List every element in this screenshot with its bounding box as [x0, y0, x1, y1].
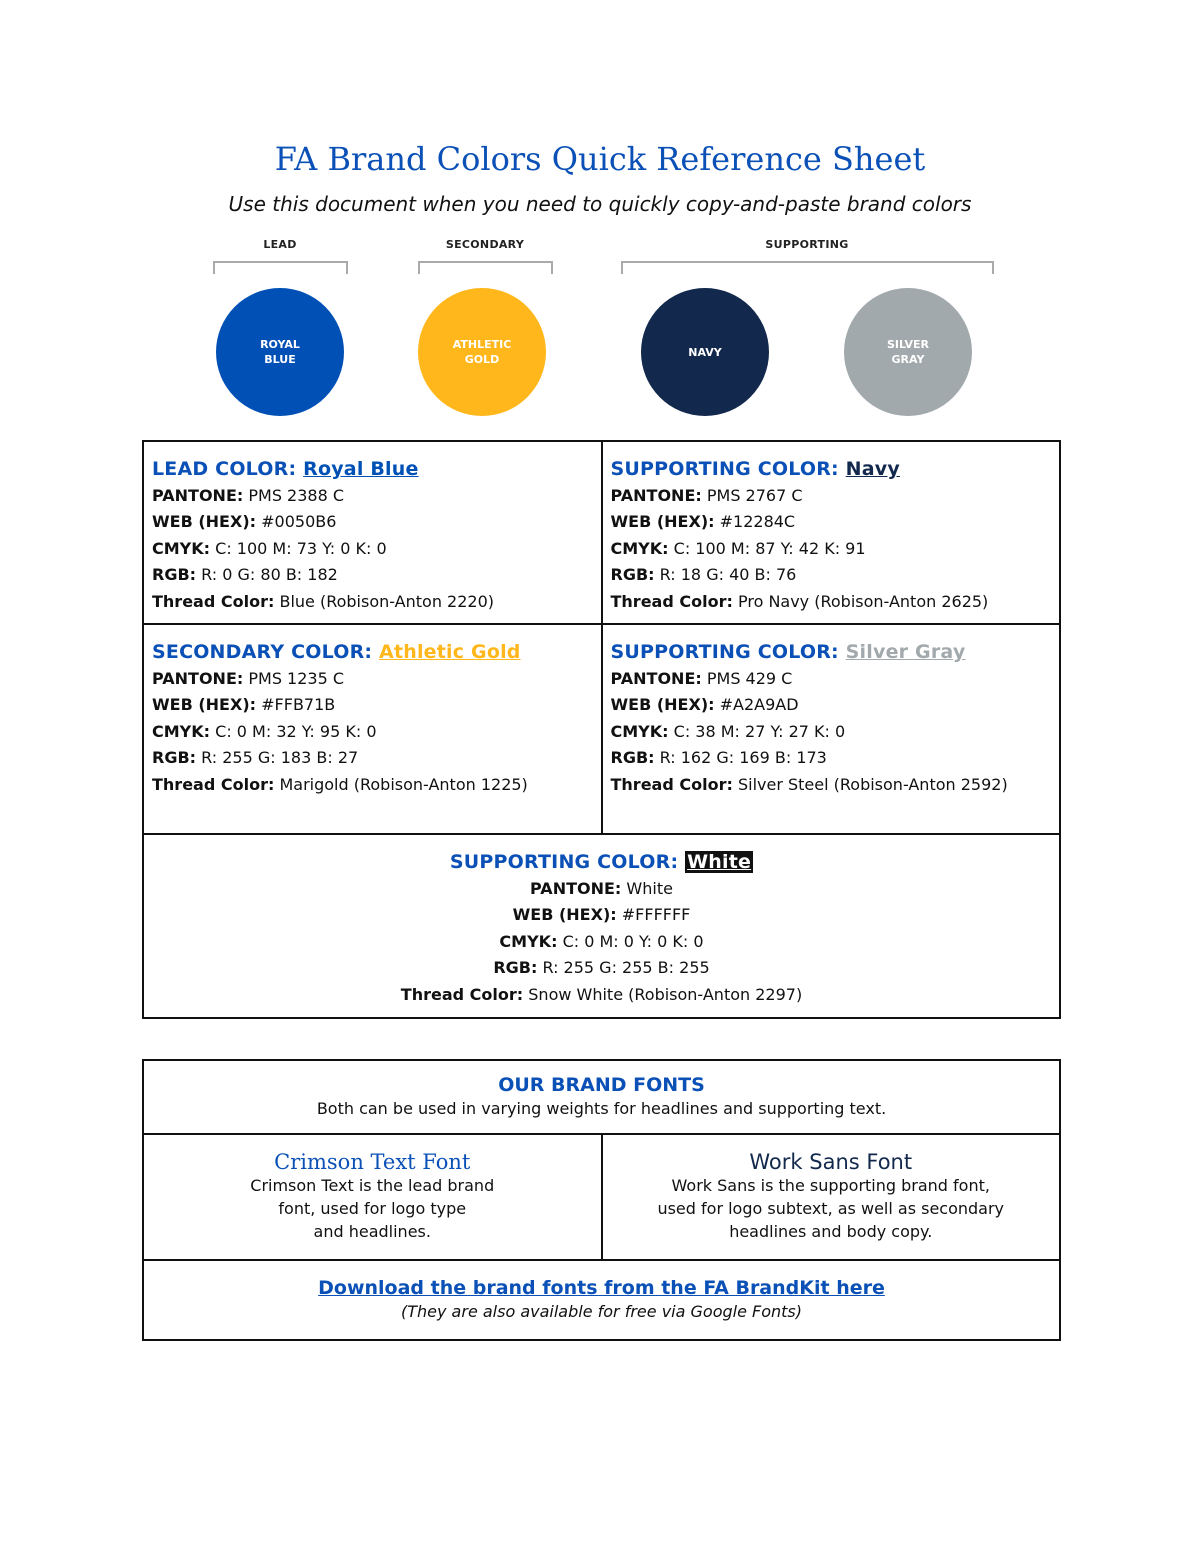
rgb-label: RGB:: [152, 565, 197, 584]
rgb-value: R: 0 G: 80 B: 182: [201, 565, 338, 584]
pantone-value: PMS 2767 C: [706, 485, 803, 505]
font-desc-line: used for logo subtext, as well as secondary: [657, 1199, 1005, 1218]
cmyk-label: CMYK:: [610, 721, 669, 741]
cmyk-label: CMYK:: [152, 538, 211, 558]
pantone-value: PMS 2388 C: [248, 485, 345, 505]
rgb-value: R: 255 G: 183 B: 27: [201, 748, 359, 767]
font-card-crimson: [143, 1134, 602, 1260]
thread-label: Thread Color:: [152, 591, 275, 611]
color-card-white: [143, 834, 1060, 1018]
thread-value: Pro Navy (Robison-Anton 2625): [737, 591, 989, 611]
rgb-label: RGB:: [610, 748, 655, 767]
font-desc-line: Work Sans is the supporting brand font,: [671, 1176, 990, 1195]
thread-label: Thread Color:: [610, 774, 733, 794]
group-label-lead: LEAD: [263, 238, 297, 251]
color-card-silver-gray: [602, 624, 1061, 834]
hex-value: #FFB71B: [261, 695, 336, 714]
cmyk-value: C: 38 M: 27 Y: 27 K: 0: [673, 721, 846, 741]
font-desc-line: headlines and body copy.: [729, 1222, 933, 1241]
download-cell: [143, 1260, 1060, 1340]
thread-value: Marigold (Robison-Anton 1225): [279, 774, 528, 794]
card-heading: SECONDARY COLOR:: [152, 641, 373, 663]
hex-label: WEB (HEX):: [610, 512, 715, 531]
pantone-value: White: [626, 878, 673, 898]
hex-label: WEB (HEX):: [152, 512, 257, 531]
color-card-navy: [602, 441, 1061, 624]
color-specs-table: [142, 440, 1061, 1019]
pantone-label: PANTONE:: [152, 485, 244, 505]
thread-value: Snow White (Robison-Anton 2297): [528, 984, 803, 1004]
thread-value: Blue (Robison-Anton 2220): [279, 591, 495, 611]
font-name-worksans: Work Sans Font: [749, 1150, 913, 1174]
font-desc-line: Crimson Text is the lead brand: [250, 1176, 495, 1195]
swatch-royal-blue: [216, 288, 344, 416]
color-card-lead: [143, 441, 602, 624]
color-card-secondary: [143, 624, 602, 834]
brand-fonts-table: [142, 1059, 1061, 1341]
pantone-label: PANTONE:: [530, 878, 622, 898]
hex-value: #A2A9AD: [719, 695, 799, 714]
group-bracket-supporting: [621, 261, 994, 274]
download-fonts-link[interactable]: Download the brand fonts from the FA BrandKit here: [318, 1277, 885, 1299]
thread-label: Thread Color:: [610, 591, 733, 611]
group-label-secondary: SECONDARY: [445, 238, 525, 251]
hex-value: #0050B6: [261, 512, 337, 531]
cmyk-value: C: 100 M: 73 Y: 0 K: 0: [215, 538, 387, 558]
cmyk-label: CMYK:: [610, 538, 669, 558]
thread-label: Thread Color:: [400, 984, 524, 1004]
hex-value: #12284C: [719, 512, 796, 531]
rgb-label: RGB:: [493, 958, 538, 977]
card-heading: SUPPORTING COLOR:: [449, 851, 679, 873]
rgb-value: R: 18 G: 40 B: 76: [659, 565, 797, 584]
cmyk-label: CMYK:: [152, 721, 211, 741]
font-card-worksans: [602, 1134, 1061, 1260]
rgb-label: RGB:: [152, 748, 197, 767]
cmyk-value: C: 100 M: 87 Y: 42 K: 91: [673, 538, 866, 558]
pantone-value: PMS 429 C: [706, 668, 793, 688]
pantone-value: PMS 1235 C: [248, 668, 345, 688]
pantone-label: PANTONE:: [610, 485, 702, 505]
color-name-link[interactable]: White: [687, 851, 752, 873]
swatch-label: SILVER GRAY: [886, 338, 929, 366]
pantone-label: PANTONE:: [152, 668, 244, 688]
color-name-link[interactable]: Royal Blue: [303, 458, 419, 480]
rgb-label: RGB:: [610, 565, 655, 584]
swatch-label: NAVY: [688, 345, 722, 359]
color-name-link[interactable]: Athletic Gold: [379, 641, 521, 663]
group-label-supporting: SUPPORTING: [765, 238, 849, 251]
card-heading: SUPPORTING COLOR:: [610, 458, 839, 480]
font-name-crimson: Crimson Text Font: [274, 1150, 471, 1174]
font-desc-line: and headlines.: [313, 1222, 431, 1241]
swatch-athletic-gold: [418, 288, 546, 416]
cmyk-value: C: 0 M: 32 Y: 95 K: 0: [215, 721, 377, 741]
fonts-header-cell: [143, 1060, 1060, 1134]
fonts-intro: Both can be used in varying weights for headlines and supporting text.: [316, 1099, 887, 1118]
page-subtitle: Use this document when you need to quickly copy-and-paste brand colors: [228, 192, 972, 216]
thread-label: Thread Color:: [152, 774, 275, 794]
swatch-label: ROYAL BLUE: [260, 338, 300, 366]
card-heading: LEAD COLOR:: [152, 458, 297, 480]
hex-label: WEB (HEX):: [610, 695, 715, 714]
group-bracket-lead: [213, 261, 348, 274]
rgb-value: R: 255 G: 255 B: 255: [542, 958, 710, 977]
google-fonts-note: (They are also available for free via Google Fonts): [401, 1302, 802, 1321]
color-name-link[interactable]: Silver Gray: [845, 641, 966, 663]
fonts-heading: OUR BRAND FONTS: [498, 1074, 705, 1096]
swatch-silver-gray: [844, 288, 972, 416]
hex-label: WEB (HEX):: [512, 905, 617, 924]
rgb-value: R: 162 G: 169 B: 173: [659, 748, 827, 767]
swatch-navy: [641, 288, 769, 416]
hex-label: WEB (HEX):: [152, 695, 257, 714]
cmyk-label: CMYK:: [499, 931, 558, 951]
cmyk-value: C: 0 M: 0 Y: 0 K: 0: [562, 931, 704, 951]
swatch-label: ATHLETIC GOLD: [452, 338, 512, 366]
thread-value: Silver Steel (Robison-Anton 2592): [737, 774, 1008, 794]
card-heading: SUPPORTING COLOR:: [610, 641, 839, 663]
font-desc-line: font, used for logo type: [278, 1199, 467, 1218]
color-name-link[interactable]: Navy: [845, 458, 900, 480]
pantone-label: PANTONE:: [610, 668, 702, 688]
group-bracket-secondary: [418, 261, 553, 274]
page-title: FA Brand Colors Quick Reference Sheet: [274, 140, 926, 178]
hex-value: #FFFFFF: [621, 905, 691, 924]
